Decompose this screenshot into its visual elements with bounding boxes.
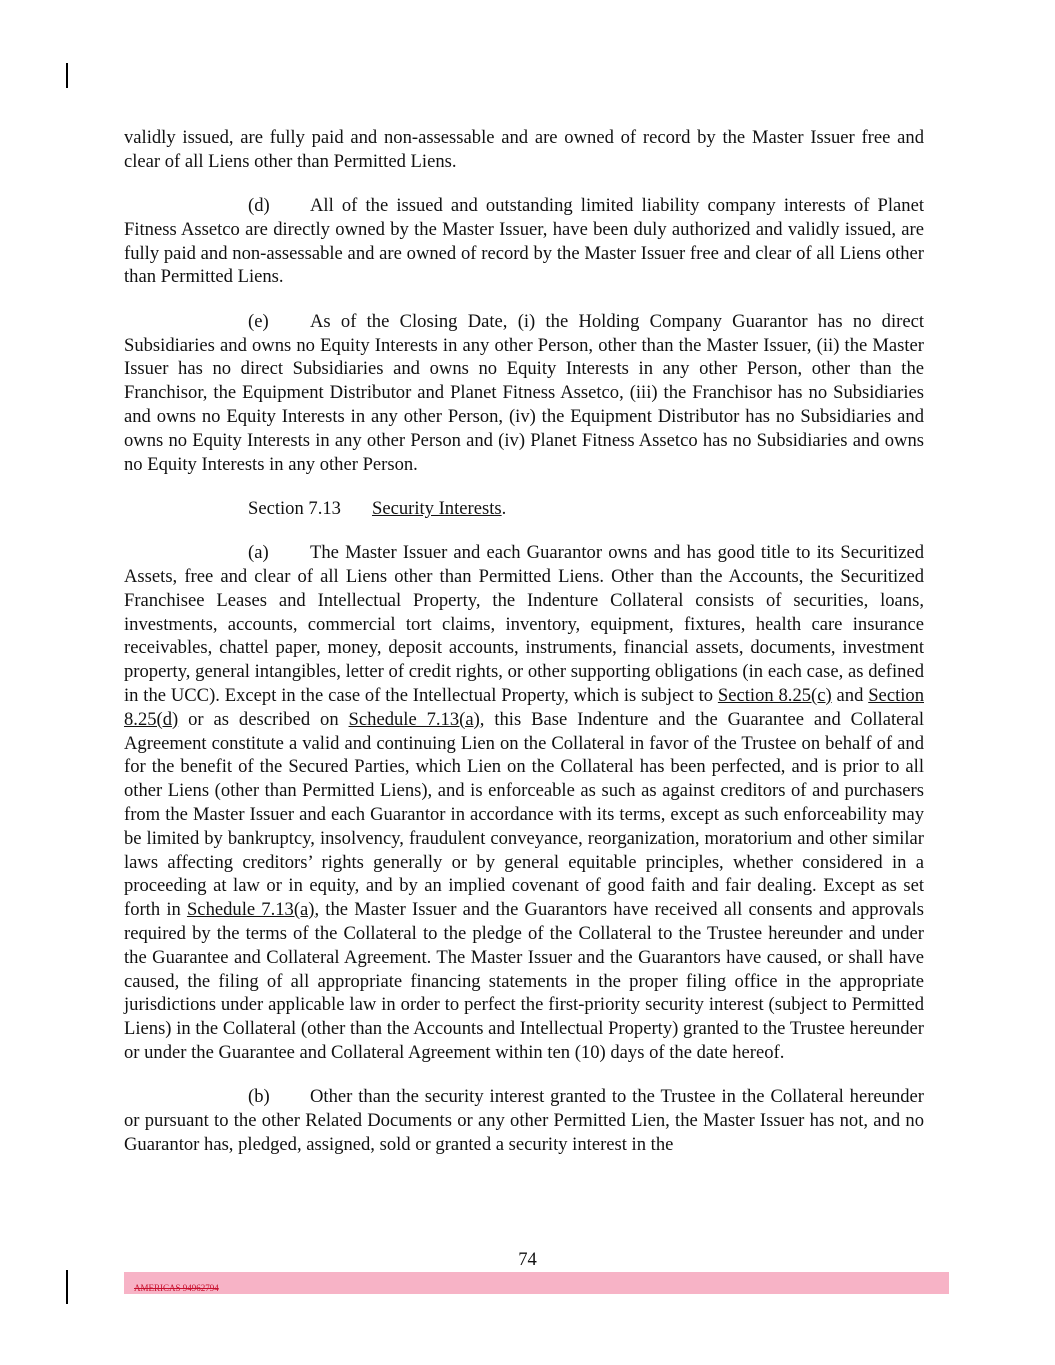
paragraph-a-text-3: or as described on [178,708,349,730]
paragraph-a-text-1: The Master Issuer and each Guarantor owns and has good title to its Securitized Assets, free and clear of all Liens other than Permitted Liens. Other than the Accounts, the Securitized Franchisee Leases and Intellectual Property, the Indenture Collateral consists of securities, loans, investments, accounts, commercial tort claims, inventory, equipment, fixtures, health care insurance receivables, chattel paper, money, deposit accounts, instruments, financial assets, documents, investment property, general intangibles, letter of credit rights, or other supporting obligations (in each case, as defined in the UCC). Except in the case of the Intellectual Property, which is subject to [124,542,924,706]
paragraph-a [124,541,924,1065]
reference-section-8-25-c: Section 8.25(c) [717,684,832,706]
paragraph-continuation: validly issued, are fully paid and non-assessable and are owned of record by the Master Issuer free and clear of all Liens other than Permitted Liens. [124,127,924,172]
reference-schedule-7-13-a: Schedule 7.13(a) [348,708,480,730]
change-bar-top [66,63,68,88]
section-number: Section 7.13 [248,497,341,519]
paragraph-b-text: Other than the security interest granted to the Trustee in the Collateral hereunder or pursuant to the other Related Documents or any other Permitted Lien, the Master Issuer has not, and no Guarantor has, pledged, assigned, sold or granted a security interest in the [124,1086,924,1155]
paragraph-a-label: (a) [248,542,269,564]
paragraph-d-label: (d) [248,195,270,217]
change-bar-bottom [66,1270,68,1304]
section-heading [124,497,924,521]
paragraph-a-text-4: , this Base Indenture and the Guarantee and Collateral Agreement constitute a valid and continuing Lien on the Collateral in favor of the Trustee on behalf of and for the benefit of the Secured Parties, which Lien on the Collateral has been perfected, and is prior to all other Liens (other than Permitted Liens), and is enforceable as such as against creditors of and purchasers from the Master Issuer and each Guarantor in accordance with its terms, except as such enforceability may be limited by bankruptcy, insolvency, fraudulent conveyance, reorganization, moratorium and other similar laws affecting creditors’ rights generally or by general equitable principles, whether considered in a proceeding at law or in equity, and by an implied covenant of good faith and fair dealing. Except as set forth in [124,708,924,921]
section-title: Security Interests [372,497,502,519]
paragraph-b-label: (b) [248,1086,270,1108]
paragraph-d-text: All of the issued and outstanding limited liability company interests of Planet Fitness Assetco are directly owned by the Master Issuer, have been duly authorized and validly issued, are fully paid and non-assessable and are owned of record by the Master Issuer free and clear of all Liens other than Permitted Liens. [124,195,924,288]
paragraph-e-label: (e) [248,310,269,332]
paragraph-b [124,1085,924,1156]
reference-schedule-7-13-a-second: Schedule 7.13(a) [186,899,315,921]
reference-section-8-25-d: Section 8.25(d) [124,684,924,730]
section-title-period: . [501,497,507,519]
footer-band [124,1272,949,1294]
paragraph-e-text: As of the Closing Date, (i) the Holding Company Guarantor has no direct Subsidiaries and owns no Equity Interests in any other Person, other than the Master Issuer, (ii) the Master Issuer has no direct Subsidiaries and owns no Equity Interests in any other Person, other than the Franchisor, the Equipment Distributor and Planet Fitness Assetco, (iii) the Franchisor has no Subsidiaries and owns no Equity Interests in any other Person, (iv) the Equipment Distributor has no Subsidiaries and owns no Equity Interests in any other Person and (iv) Planet Fitness Assetco has no Subsidiaries and owns no Equity Interests in any other Person. [124,310,924,475]
paragraph-e [124,310,924,477]
page-number: 74 [518,1249,537,1270]
paragraph-d [124,194,924,289]
paragraph-a-text-2: and [831,684,869,706]
document-id: AMERICAS 94962794 [134,1283,219,1293]
paragraph-a-text-5: , the Master Issuer and the Guarantors have received all consents and approvals required by the terms of the Collateral to the pledge of the Collateral to the Trustee hereunder and under the Guarantee and Collateral Agreement. The Master Issuer and the Guarantors have caused, or shall have caused, the filing of all appropriate financing statements in the proper filing office in the appropriate jurisdictions under applicable law in order to perfect the first-priority security interest (subject to Permitted Liens) in the Collateral (other than the Accounts and Intellectual Property) granted to the Trustee hereunder or under the Guarantee and Collateral Agreement within ten (10) days of the date hereof. [124,899,925,1063]
document-body [124,126,924,1177]
